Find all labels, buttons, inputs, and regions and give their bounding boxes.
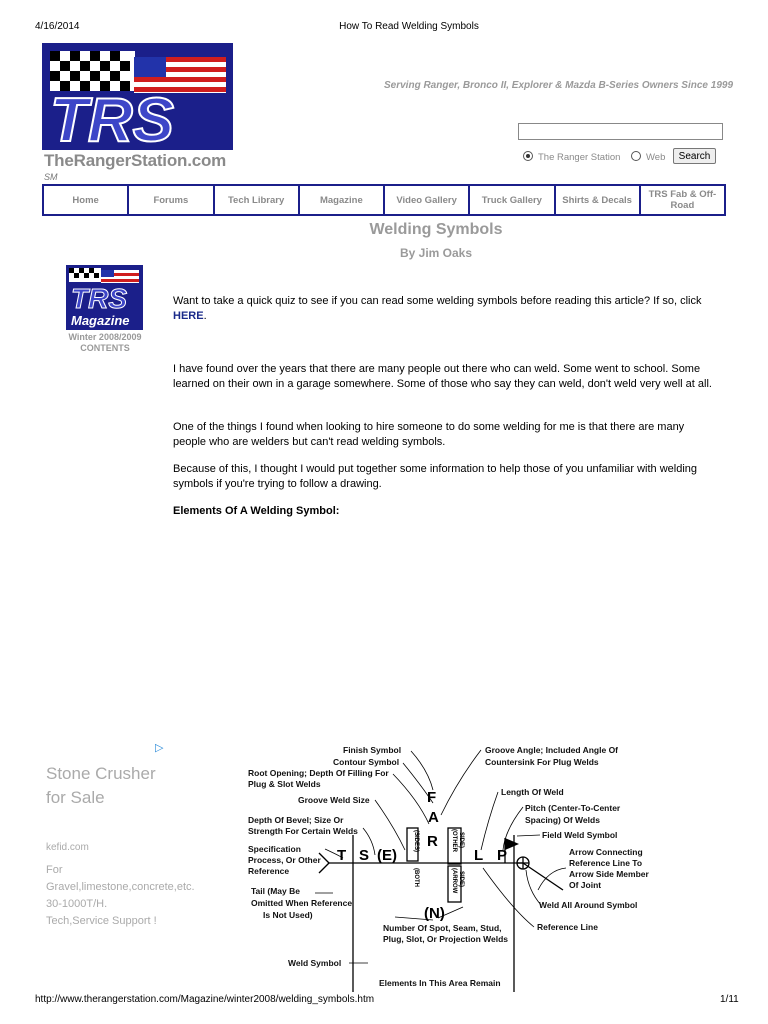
label-tail-2: Omitted When Reference: [251, 898, 353, 908]
label-arrow-1: Arrow Connecting: [569, 847, 643, 857]
article-paragraph-1: I have found over the years that there are many people out there who can weld. Some went to school. Some learned on their own in a garage somewhere. Some of those who say they can weld, don't weld very well at all.: [173, 363, 712, 390]
side-label-side-bottom: SIDE): [458, 871, 464, 888]
logo-letters: TRS: [50, 86, 174, 150]
radio-web-label: Web: [646, 152, 666, 163]
label-spec-3: Reference: [248, 866, 290, 876]
label-all-around: Weld All Around Symbol: [539, 900, 638, 910]
letter-p: P: [497, 847, 508, 864]
side-label-other: (OTHER: [451, 829, 457, 852]
label-groove-angle-1: Groove Angle; Included Angle Of: [485, 745, 619, 755]
ad-choices-icon[interactable]: ▷: [155, 742, 164, 754]
label-groove-angle-2: Countersink For Plug Welds: [485, 757, 599, 767]
magazine-logo-graphic: [66, 265, 143, 330]
label-pitch-2: Spacing) Of Welds: [525, 815, 600, 825]
trs-logo[interactable]: [42, 43, 233, 150]
letter-a: A: [428, 809, 439, 826]
magazine-logo-sub: Magazine: [71, 313, 130, 328]
main-nav: [42, 184, 726, 216]
nav-magazine[interactable]: Magazine: [300, 186, 383, 214]
quiz-paragraph: Want to take a quick quiz to see if you can read some welding symbols before reading this article? If so, click HERE.: [173, 295, 702, 322]
page-title: Welding Symbols: [369, 221, 503, 238]
letter-n: (N): [424, 905, 445, 922]
nav-home[interactable]: Home: [44, 186, 127, 214]
nav-shirts-decals[interactable]: Shirts & Decals: [556, 186, 639, 214]
side-label-side-top: SIDE): [458, 832, 464, 849]
label-elements: Elements In This Area Remain: [379, 978, 501, 988]
magazine-caption[interactable]: [60, 332, 150, 354]
site-tagline: Serving Ranger, Bronco II, Explorer & Mazda B-Series Owners Since 1999: [384, 80, 734, 91]
label-field-weld: Field Weld Symbol: [542, 830, 618, 840]
label-tail-1: Tail (May Be: [251, 886, 300, 896]
ad-domain[interactable]: kefid.com: [46, 842, 89, 853]
radio-web-search[interactable]: [631, 151, 641, 161]
label-contour: Contour Symbol: [333, 757, 400, 767]
label-tail-3: Is Not Used): [263, 910, 313, 920]
label-spec-2: Process, Or Other: [248, 855, 321, 865]
nav-forums[interactable]: Forums: [129, 186, 212, 214]
checkered-flag-icon: [50, 51, 135, 91]
side-label-both: (BOTH: [413, 868, 419, 887]
radio-site-search[interactable]: [523, 151, 533, 161]
article-paragraph-3: Because of this, I thought I would put together some information to help those of you unfamiliar with welding symbols if you're trying to follow a drawing.: [173, 463, 698, 490]
side-label-sides: (SIDES): [413, 830, 419, 853]
radio-site-label: The Ranger Station: [538, 152, 621, 163]
author-byline: By Jim Oaks: [399, 246, 473, 260]
side-label-arrow: (ARROW: [451, 868, 457, 894]
trademark-sm: SM: [44, 172, 58, 182]
magazine-logo[interactable]: [66, 265, 143, 330]
site-name[interactable]: TheRangerStation.com: [44, 151, 227, 170]
print-date: 4/16/2014: [35, 21, 80, 32]
letter-s: S: [359, 847, 370, 864]
nav-truck-gallery[interactable]: Truck Gallery: [470, 186, 553, 214]
letter-e: (E): [377, 847, 397, 864]
label-groove-size: Groove Weld Size: [298, 795, 370, 805]
letter-l: L: [474, 847, 484, 864]
print-title: How To Read Welding Symbols: [339, 21, 479, 32]
letter-r: R: [427, 833, 438, 850]
label-spot-1: Number Of Spot, Seam, Stud,: [383, 923, 502, 933]
label-finish: Finish Symbol: [343, 745, 402, 755]
letter-t: T: [337, 847, 347, 864]
article-paragraph-2: One of the things I found when looking to hire someone to do some welding for me is that there are many people who are welders but can't read welding symbols.: [173, 421, 685, 448]
section-heading: Elements Of A Welding Symbol:: [173, 505, 340, 517]
welding-symbol-diagram: [243, 740, 655, 992]
nav-video-gallery[interactable]: Video Gallery: [385, 186, 468, 214]
magazine-issue: Winter 2008/2009: [68, 332, 142, 342]
search-button[interactable]: Search: [673, 148, 716, 164]
trs-logo-graphic: [42, 43, 233, 150]
magazine-logo-letters: TRS: [71, 283, 127, 314]
ad-description[interactable]: For Gravel,limestone,concrete,etc. 30-1000T/H. Tech,Service Support !: [46, 864, 195, 927]
label-weld-symbol: Weld Symbol: [288, 958, 342, 968]
label-bevel-2: Strength For Certain Welds: [248, 826, 358, 836]
nav-tech-library[interactable]: Tech Library: [215, 186, 298, 214]
search-input[interactable]: [518, 123, 723, 140]
label-spot-2: Plug, Slot, Or Projection Welds: [383, 934, 508, 944]
label-root-1: Root Opening; Depth Of Filling For: [248, 768, 389, 778]
label-length: Length Of Weld: [501, 787, 564, 797]
letter-f: F: [427, 789, 437, 806]
print-footer-url: http://www.therangerstation.com/Magazine/winter2008/welding_symbols.htm: [35, 994, 375, 1005]
label-root-2: Plug & Slot Welds: [248, 779, 321, 789]
label-spec-1: Specification: [248, 844, 301, 854]
nav-trs-fab[interactable]: TRS Fab & Off-Road: [641, 186, 724, 214]
quiz-link[interactable]: HERE: [173, 310, 204, 322]
label-arrow-3: Arrow Side Member: [569, 869, 649, 879]
label-arrow-2: Reference Line To: [569, 858, 643, 868]
label-arrow-4: Of Joint: [569, 880, 602, 890]
print-page-number: 1/11: [720, 994, 739, 1005]
label-ref-line: Reference Line: [537, 922, 598, 932]
quiz-text: Want to take a quick quiz to see if you can read some welding symbols before reading this article? If so, click: [173, 295, 702, 307]
label-pitch-1: Pitch (Center-To-Center: [525, 803, 621, 813]
ad-title[interactable]: Stone Crusher for Sale: [46, 764, 156, 807]
label-bevel-1: Depth Of Bevel; Size Or: [248, 815, 344, 825]
magazine-contents-link[interactable]: CONTENTS: [80, 343, 130, 353]
